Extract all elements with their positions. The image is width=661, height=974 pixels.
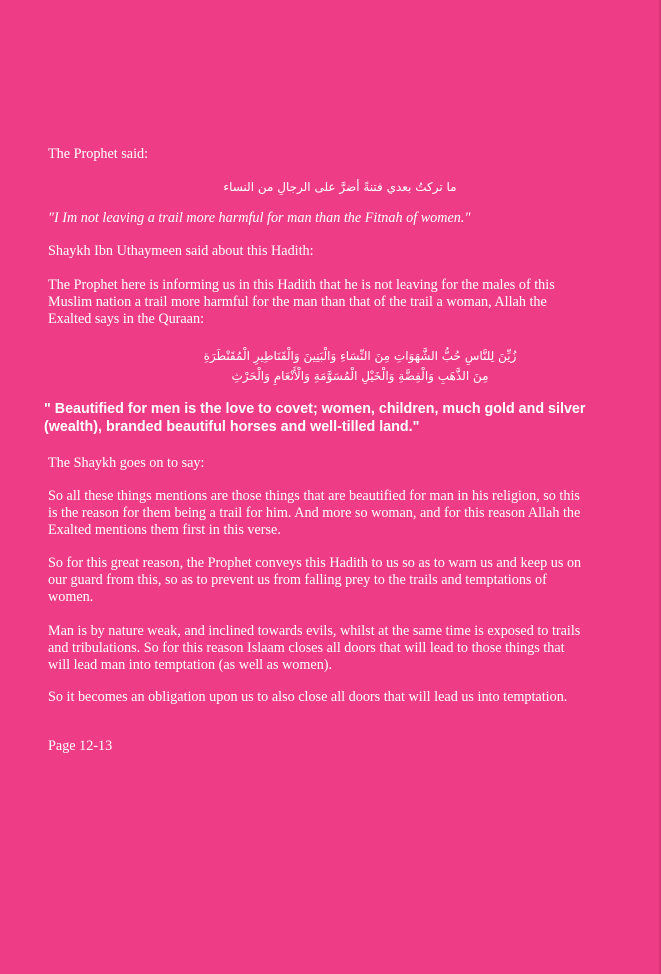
paragraph-2: So all these things mentions are those things that are beautified for man in his religion, so this is the reason for them being a trail for him. And more so woman, and for this reason Allah the Exalted mentions them first in this verse. xyxy=(48,488,581,538)
paragraph-3: So for this great reason, the Prophet conveys this Hadith to us so as to warn us and keep us on our guard from this, so as to prevent us from falling prey to the trails and temptations of women. xyxy=(48,555,582,605)
shaykh-continues: The Shaykh goes on to say: xyxy=(48,455,205,471)
page-reference: Page 12-13 xyxy=(48,738,113,754)
hadith-translation: "I Im not leaving a trail more harmful for man than the Fitnah of women." xyxy=(48,210,471,226)
quran-translation: " Beautified for men is the love to covet; women, children, much gold and silver (wealth), branded beautiful horses and well-tilled land." xyxy=(44,401,586,435)
paragraph-1: The Prophet here is informing us in this Hadith that he is not leaving for the males of this Muslim nation a trail more harmful for the man than that of the trail a woman, Allah the Exalted says in the Quraan: xyxy=(48,277,555,327)
paragraph-5: So it becomes an obligation upon us to also close all doors that will lead us into temptation. xyxy=(48,689,568,705)
hadith-arabic: ما تركتُ بعدي فتنةً أضرَّ على الرجالِ من النساء xyxy=(223,180,457,194)
shaykh-intro: Shaykh Ibn Uthaymeen said about this Hadith: xyxy=(48,243,314,259)
intro-text: The Prophet said: xyxy=(48,146,149,162)
quran-arabic-line-2: مِنَ الذَّهَبِ وَالْفِضَّةِ وَالْخَيْلِ الْمُسَوَّمَةِ وَالْأَنْعَامِ وَالْحَرْثِ xyxy=(231,369,489,383)
quran-arabic-line-1: زُيِّنَ لِلنَّاسِ حُبُّ الشَّهَوَاتِ مِنَ النِّسَاءِ وَالْبَنِينَ وَالْقَنَاطِيرِ الْمُقَنْطَرَةِ xyxy=(203,349,517,363)
paragraph-4: Man is by nature weak, and inclined towards evils, whilst at the same time is exposed to trails and tribulations. So for this reason Islaam closes all doors that will lead to those things that will lead man into temptation (as well as women). xyxy=(48,623,581,673)
